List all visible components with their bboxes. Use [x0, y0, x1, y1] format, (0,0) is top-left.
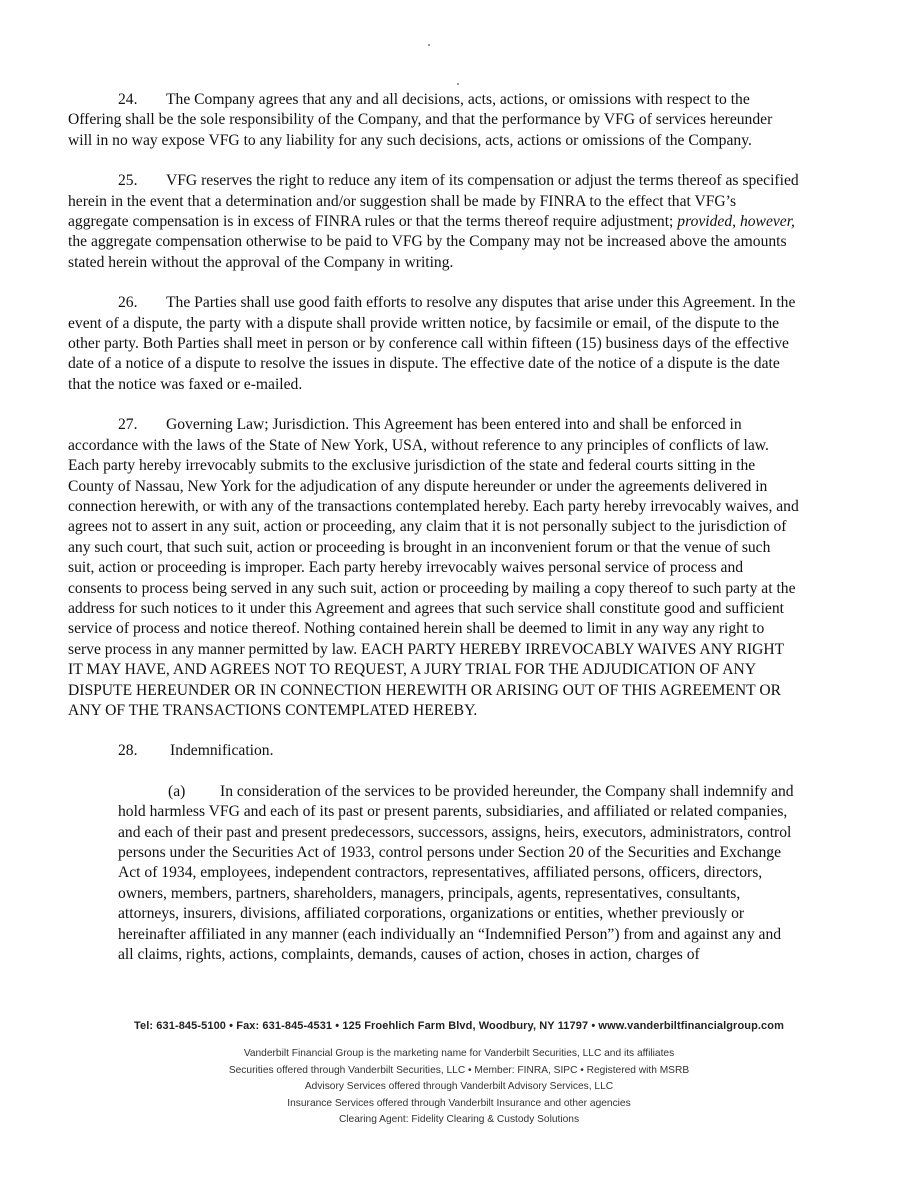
paragraph-text: The Company agrees that any and all decisions, acts, actions, or omissions with respect to the Offering shall be the sole responsibility of the Company, and that the performance by VFG of services hereunder will in no way expose VFG to any liability for any such decisions, acts, actions or omissions of the Company.	[68, 91, 773, 149]
subparagraph-a	[118, 782, 800, 966]
subparagraph-text: In consideration of the services to be provided hereunder, the Company shall indemnify and hold harmless VFG and each of its past or present parents, subsidiaries, and affiliated or related companies, and each of their past and present predecessors, successors, assigns, heirs, executors, administrators, control persons under the Securities Act of 1933, control persons under Section 20 of the Securities and Exchange Act of 1934, employees, independent contractors, representatives, affiliated persons, officers, directors, owners, members, partners, shareholders, managers, principals, agents, representatives, consultants, attorneys, insurers, divisions, affiliated corporations, organizations or entities, whether previously or hereinafter affiliated in any manner (each individually an “Indemnified Person”) from and against any and all claims, rights, actions, complaints, demands, causes of action, choses in action, charges of	[118, 782, 794, 964]
paragraph-text-continued: the aggregate compensation otherwise to be paid to VFG by the Company may not be increased above the amounts stated herein without the approval of the Company in writing.	[68, 233, 787, 271]
footer-contact-line: Tel: 631-845-5100 • Fax: 631-845-4531 • 125 Froehlich Farm Blvd, Woodbury, NY 11797 • www.vanderbiltfinancialgroup.com	[134, 1020, 784, 1032]
footer-line: Advisory Services offered through Vanderbilt Advisory Services, LLC	[304, 1081, 614, 1093]
footer-line: Vanderbilt Financial Group is the marketing name for Vanderbilt Securities, LLC and its affiliates	[243, 1048, 675, 1059]
section-heading: Indemnification.	[170, 742, 274, 760]
footer-line: Insurance Services offered through Vanderbilt Insurance and other agencies	[287, 1097, 631, 1109]
paragraph-number: 25.	[118, 172, 138, 190]
paragraph-text: Governing Law; Jurisdiction. This Agreement has been entered into and shall be enforced in accordance with the laws of the State of New York, USA, without reference to any principles of conflicts of law. Each party hereby irrevocably submits to the exclusive jurisdiction of the state and federal courts sitting in the County of Nassau, New York for the adjudication of any dispute hereunder or under the agreements delivered in connection herewith, or with any of the transactions contemplated hereby. Each party hereby irrevocably waives, and agrees not to assert in any suit, action or proceeding, any claim that it is not personally subject to the jurisdiction of any such court, that such suit, action or proceeding is brought in an inconvenient forum or that the venue of such suit, action or proceeding is improper. Each party hereby irrevocably waives personal service of process and consents to process being served in any such suit, action or proceeding by mailing a copy thereof to such party at the address for such notices to it under this Agreement and agrees that such service shall constitute good and sufficient service of process and notice thereof. Nothing contained herein shall be deemed to limit in any way any right to serve process in any manner permitted by law.	[68, 416, 799, 658]
paragraph-number: 24.	[118, 91, 138, 108]
paragraph-text: The Parties shall use good faith efforts to resolve any disputes that arise under this Agreement. In the event of a dispute, the party with a dispute shall provide written notice, by facsimile or email, of the dispute to the other party. Both Parties shall meet in person or by conference call within fifteen (15) business days of the effective date of a notice of a dispute to resolve the issues in dispute. The effective date of the notice of a dispute is the date that the notice was faxed or e-mailed.	[68, 294, 796, 393]
paragraph-28	[68, 741, 800, 761]
paragraph-27	[68, 415, 800, 721]
paragraph-number: 26.	[118, 294, 138, 312]
paragraph-text: VFG reserves the right to reduce any item of its compensation or adjust the terms thereof as specified herein in the event that a determination and/or suggestion shall be made by FINRA to the effect that VFG’s aggregate compensation is in excess of FINRA rules or that the terms thereof require adjustment;	[68, 172, 799, 231]
scan-speck	[428, 44, 430, 46]
scan-speck	[457, 83, 459, 85]
subparagraph-label: (a)	[168, 782, 186, 800]
footer-line: Clearing Agent: Fidelity Clearing & Custody Solutions	[338, 1114, 580, 1126]
jury-waiver-text: EACH PARTY HEREBY IRREVOCABLY WAIVES ANY RIGHT IT MAY HAVE, AND AGREES NOT TO REQUEST, A JURY TRIAL FOR THE ADJUDICATION OF ANY DISPUTE HEREUNDER OR IN CONNECTION HEREWITH OR ARISING OUT OF THIS AGREEMENT OR ANY OF THE TRANSACTIONS CONTEMPLATED HEREBY.	[68, 640, 784, 719]
paragraph-number: 27.	[118, 416, 138, 434]
paragraph-24	[68, 90, 800, 151]
document-body	[68, 90, 800, 965]
paragraph-26	[68, 293, 800, 395]
paragraph-number: 28.	[118, 742, 138, 760]
paragraph-italic-text: provided, however,	[677, 213, 795, 231]
footer-disclosures	[0, 1046, 918, 1129]
paragraph-25	[68, 171, 800, 273]
footer-line: Securities offered through Vanderbilt Securities, LLC • Member: FINRA, SIPC • Registered with MSRB	[228, 1064, 690, 1076]
